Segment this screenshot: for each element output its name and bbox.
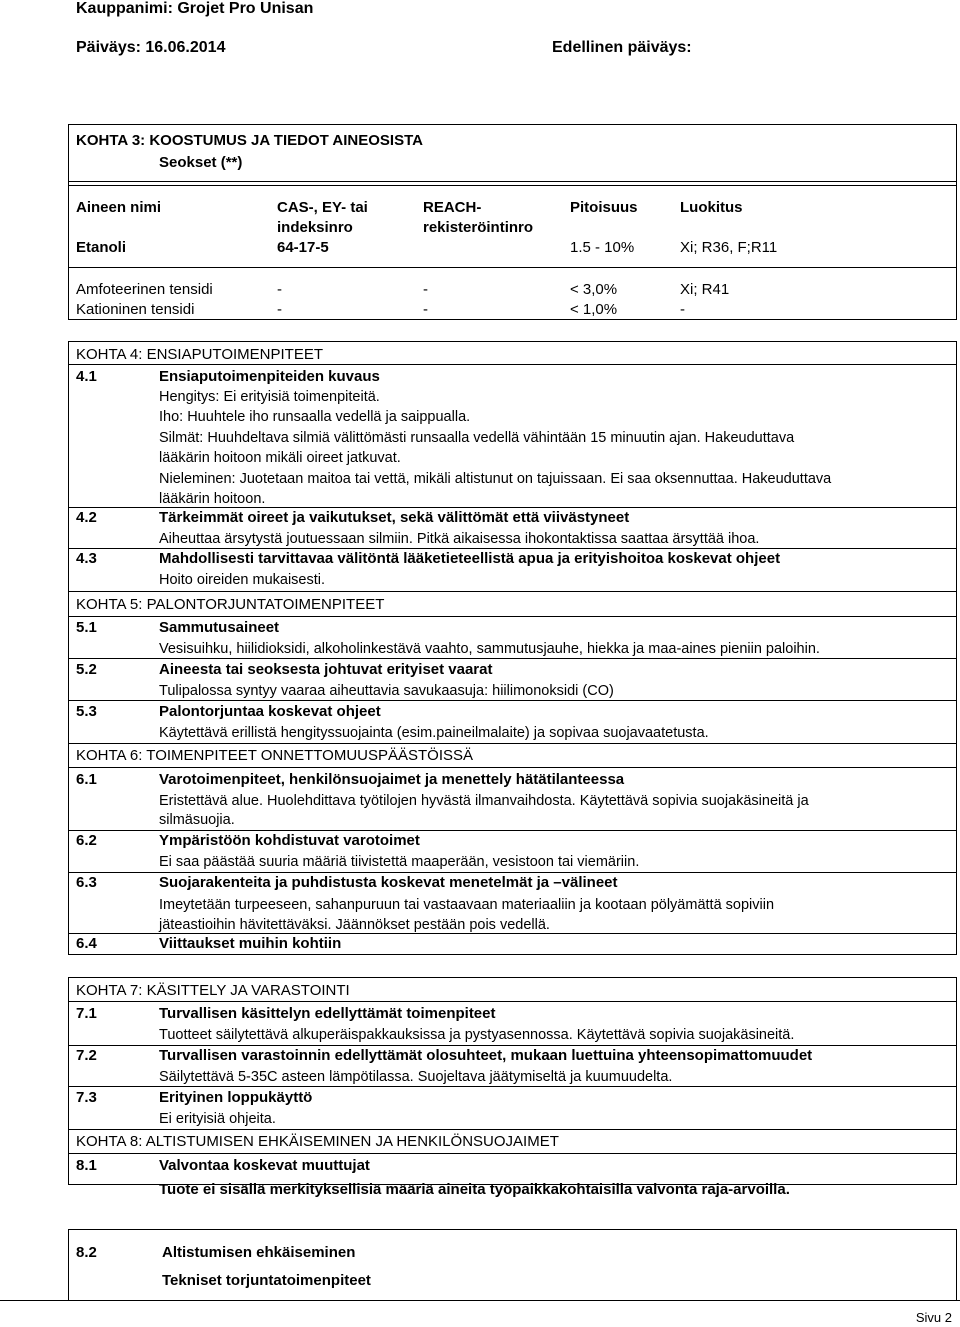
- divider: [69, 700, 956, 701]
- subsection-heading: Viittaukset muihin kohtiin: [159, 935, 342, 952]
- divider: [69, 767, 956, 768]
- subsection-heading: Erityinen loppukäyttö: [159, 1089, 313, 1106]
- body-text: silmäsuojia.: [159, 812, 235, 828]
- divider: [69, 267, 956, 268]
- section-6-title: KOHTA 6: TOIMENPITEET ONNETTOMUUSPÄÄSTÖISSÄ: [76, 747, 474, 764]
- subsection-number: 6.2: [76, 832, 97, 849]
- divider: [69, 933, 956, 934]
- divider: [69, 185, 956, 186]
- subsection-heading: Aineesta tai seoksesta johtuvat erityiset vaarat: [159, 661, 493, 678]
- section-8-2-box: [68, 1229, 957, 1301]
- body-text: Tuotteet säilytettävä alkuperäispakkauksissa ja pystyasennossa. Käytettävä sopivia suojakäsineitä.: [159, 1027, 795, 1043]
- body-text: Eristettävä alue. Huolehdittava työtilojen hyvästä ilmanvaihdosta. Käytettävä sopivia suojakäsineitä ja: [159, 793, 809, 809]
- section-7-title: KOHTA 7: KÄSITTELY JA VARASTOINTI: [76, 982, 350, 999]
- subsection-heading: Tekniset torjuntatoimenpiteet: [162, 1272, 371, 1289]
- divider: [69, 616, 956, 617]
- section-4-title: KOHTA 4: ENSIAPUTOIMENPITEET: [76, 346, 323, 363]
- body-text-bold: Tuote ei sisällä merkityksellisiä määriä aineita työpaikkakohtaisilla valvonta raja-arvoilla.: [159, 1181, 790, 1198]
- subsection-number: 5.3: [76, 703, 97, 720]
- divider: [69, 1045, 956, 1046]
- body-text: Säilytettävä 5-35C asteen lämpötilassa. Suojeltava jäätymiseltä ja kuumuudelta.: [159, 1069, 673, 1085]
- page-number: Sivu 2: [915, 1310, 952, 1325]
- body-text: jäteastioihin hävitettäväksi. Jäännökset pestään pois vedellä.: [159, 917, 550, 933]
- body-text: Käytettävä erillistä hengityssuojainta (esim.paineilmalaite) ja sopivaa suojavaatetusta.: [159, 725, 709, 741]
- subsection-number: 4.1: [76, 368, 97, 385]
- section-5-title: KOHTA 5: PALONTORJUNTATOIMENPITEET: [76, 596, 385, 613]
- body-text: Vesisuihku, hiilidioksidi, alkoholinkestävä vaahto, sammutusjauhe, hiekka ja maa-aines pieniin paloihin.: [159, 641, 820, 657]
- footer-divider: [0, 1300, 960, 1301]
- subsection-heading: Mahdollisesti tarvittavaa välitöntä lääketieteellistä apua ja erityishoitoa koskevat ohjeet: [159, 550, 781, 567]
- body-text: lääkärin hoitoon mikäli oireet jatkuvat.: [159, 450, 401, 466]
- subsection-number: 8.1: [76, 1157, 97, 1174]
- subsection-number: 6.3: [76, 874, 97, 891]
- body-text: Silmät: Huuhdeltava silmiä välittömästi runsaalla vedellä vähintään 15 minuutin ajan. Hakeuduttava: [159, 430, 795, 446]
- divider: [69, 364, 956, 365]
- divider: [69, 181, 956, 182]
- subsection-number: 7.2: [76, 1047, 97, 1064]
- subsection-heading: Turvallisen varastoinnin edellyttämät olosuhteet, mukaan luettuina yhteensopimattomuudet: [159, 1047, 813, 1064]
- body-text: Imeytetään turpeeseen, sahanpuruun tai vastaavaan materiaaliin ja kootaan pölyämättä sopiviin: [159, 897, 775, 913]
- subsection-heading: Turvallisen käsittelyn edellyttämät toimenpiteet: [159, 1005, 496, 1022]
- subsection-heading: Varotoimenpiteet, henkilönsuojaimet ja menettely hätätilanteessa: [159, 771, 625, 788]
- subsection-number: 8.2: [76, 1244, 97, 1261]
- divider: [69, 872, 956, 873]
- body-text: Tulipalossa syntyy vaaraa aiheuttavia savukaasuja: hiilimonoksidi (CO): [159, 683, 614, 699]
- body-text: Hoito oireiden mukaisesti.: [159, 572, 326, 588]
- subsection-heading: Valvontaa koskevat muuttujat: [159, 1157, 370, 1174]
- divider: [69, 743, 956, 744]
- divider: [69, 1001, 956, 1002]
- divider: [69, 1153, 956, 1154]
- body-text: lääkärin hoitoon.: [159, 491, 266, 507]
- subsection-number: 4.3: [76, 550, 97, 567]
- divider: [69, 830, 956, 831]
- body-text: Aiheuttaa ärsytystä joutuessaan silmiin. Pitkä aikaisessa ihokontaktissa saattaa ärsyttää ihoa.: [159, 531, 760, 547]
- body-text: Nieleminen: Juotetaan maitoa tai vettä, mikäli altistunut on tajuissaan. Ei saa oksennuttaa. Hakeuduttava: [159, 471, 832, 487]
- col-header-conc: Pitoisuus: [570, 199, 638, 216]
- subsection-number: 7.1: [76, 1005, 97, 1022]
- subsection-number: 5.1: [76, 619, 97, 636]
- body-text: Iho: Huuhtele iho runsaalla vedellä ja saippualla.: [159, 409, 471, 425]
- section-3-title: KOHTA 3: KOOSTUMUS JA TIEDOT AINEOSISTA: [76, 132, 423, 149]
- subsection-number: 7.3: [76, 1089, 97, 1106]
- subsection-heading: Altistumisen ehkäiseminen: [162, 1244, 356, 1261]
- body-text: Ei saa päästää suuria määriä tiivistettä maaperään, vesistoon tai viemäriin.: [159, 854, 640, 870]
- col-header-cas: CAS-, EY- tai indeksinro: [277, 199, 368, 236]
- section-3-subtitle: Seokset (**): [159, 154, 243, 171]
- subsection-number: 4.2: [76, 509, 97, 526]
- body-text: Hengitys: Ei erityisiä toimenpiteitä.: [159, 389, 380, 405]
- document-date: Päiväys: 16.06.2014: [76, 39, 226, 56]
- divider: [69, 1129, 956, 1130]
- divider: [69, 591, 956, 592]
- col-header-class: Luokitus: [680, 199, 743, 216]
- divider: [69, 658, 956, 659]
- subsection-heading: Ympäristöön kohdistuvat varotoimet: [159, 832, 420, 849]
- product-name: Kauppanimi: Grojet Pro Unisan: [76, 0, 314, 17]
- previous-date: Edellinen päiväys:: [552, 39, 692, 56]
- body-text: Ei erityisiä ohjeita.: [159, 1111, 276, 1127]
- divider: [69, 548, 956, 549]
- subsection-heading: Ensiaputoimenpiteiden kuvaus: [159, 368, 380, 385]
- subsection-number: 6.1: [76, 771, 97, 788]
- divider: [69, 507, 956, 508]
- subsection-number: 5.2: [76, 661, 97, 678]
- subsection-heading: Tärkeimmät oireet ja vaikutukset, sekä välittömät että viivästyneet: [159, 509, 630, 526]
- col-header-name: Aineen nimi: [76, 199, 162, 216]
- subsection-number: 6.4: [76, 935, 97, 952]
- divider: [69, 1086, 956, 1087]
- col-header-reach: REACH- rekisteröintinro: [423, 199, 534, 236]
- subsection-heading: Sammutusaineet: [159, 619, 280, 636]
- section-8-title: KOHTA 8: ALTISTUMISEN EHKÄISEMINEN JA HENKILÖNSUOJAIMET: [76, 1133, 559, 1150]
- subsection-heading: Suojarakenteita ja puhdistusta koskevat menetelmät ja –välineet: [159, 874, 618, 891]
- subsection-heading: Palontorjuntaa koskevat ohjeet: [159, 703, 381, 720]
